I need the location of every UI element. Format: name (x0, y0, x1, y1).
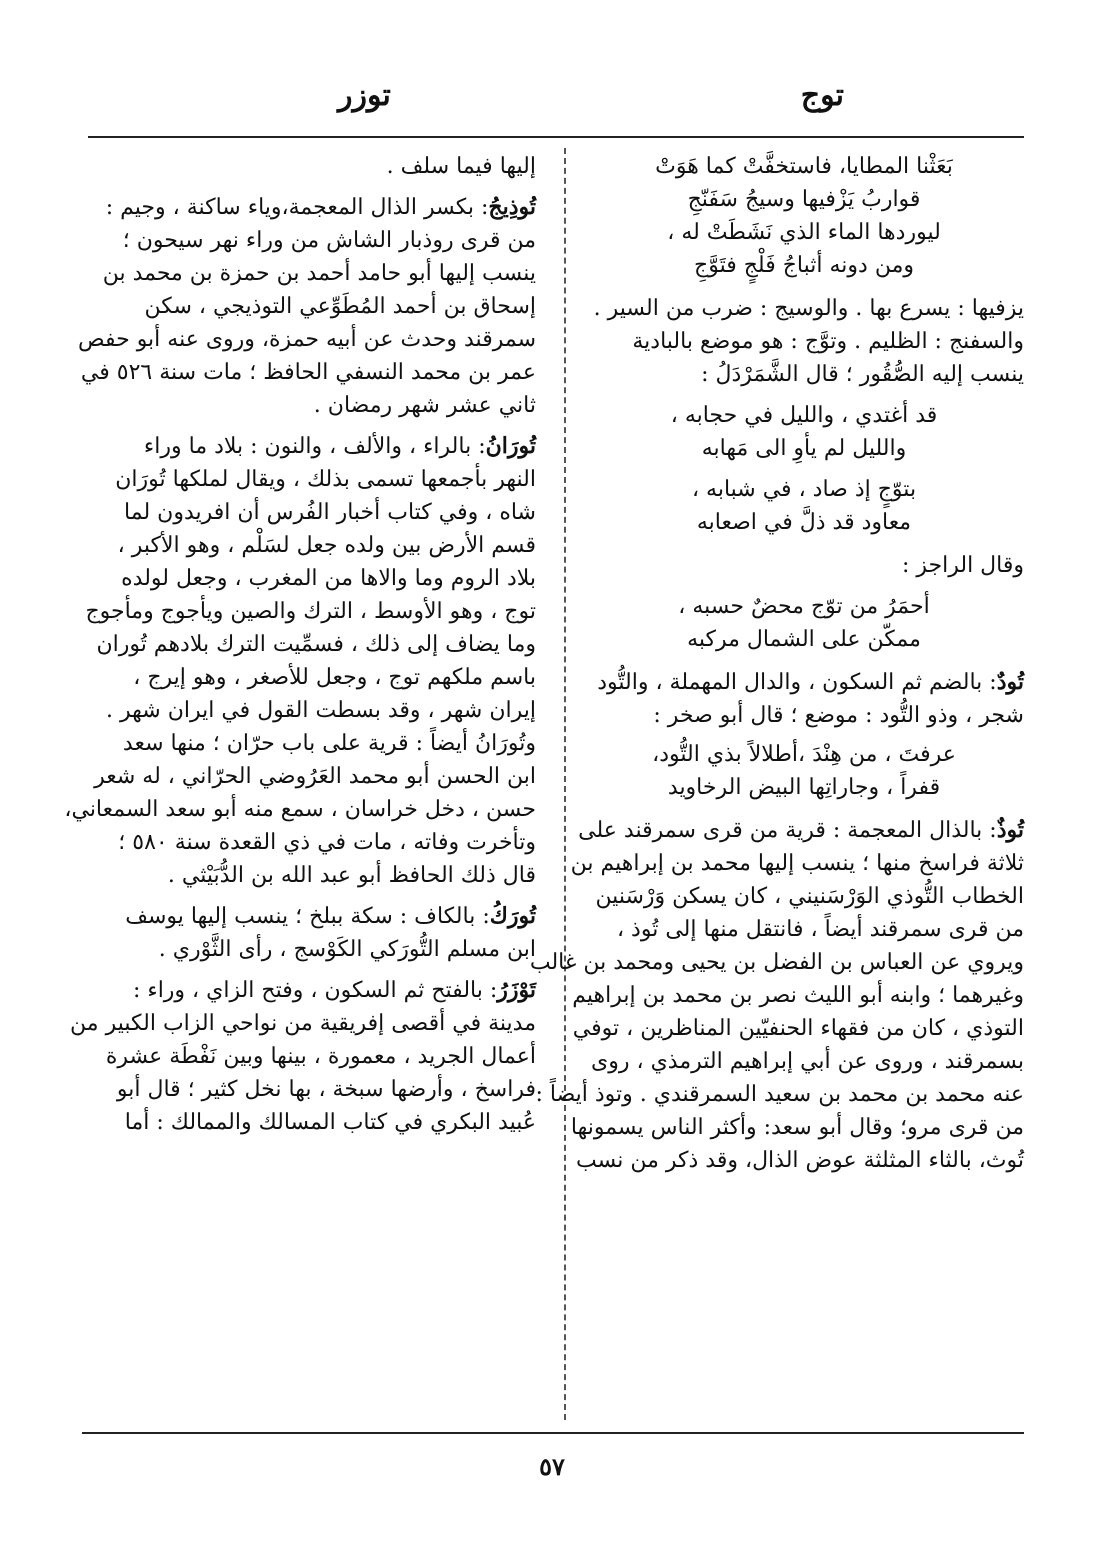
right-column (529, 150, 1024, 1177)
text-line (94, 430, 536, 463)
footer-rule (82, 1432, 1024, 1434)
verse-line: معاود قد ذلَّ في اصعابه (696, 510, 912, 535)
text-line: أعمال الجريد ، معمورة ، بينها وبين نَفْطَة عشرة (105, 1044, 536, 1069)
entry-headword: تُوذٌ (996, 817, 1024, 843)
text-line: والسفنج : الظليم . وتوَّج : هو موضع بالبادية (632, 329, 1024, 354)
text-line: التوذي ، كان من فقهاء الحنفيّين المناظرين ، توفي (572, 1016, 1024, 1041)
left-column (64, 150, 536, 1139)
text-line: قسم الأرض بين ولده جعل لسَلْم ، وهو الأكبر ، (117, 533, 536, 558)
text-line: إيران شهر ، وقد بسطت القول في ايران شهر . (106, 698, 536, 723)
text-line: وغيرهما ؛ وابنه أبو الليث نصر بن محمد بن إبراهيم (572, 983, 1024, 1008)
text-line: تُوث، بالثاء المثلثة عوض الذال، وقد ذكر من نسب (576, 1148, 1024, 1173)
entry-text: : بالذال المعجمة : قرية من قرى سمرقند على (578, 818, 997, 843)
text-line: توج ، وهو الأوسط ، الترك والصين ويأجوج ومأجوج (85, 599, 536, 624)
text-line: يزفيها : يسرع بها . والوسيج : ضرب من السير . (593, 296, 1024, 321)
text-line: شجر ، وذو التُّود : موضع ؛ قال أبو صخر : (653, 703, 1024, 728)
text-line (578, 814, 1024, 847)
verse-line: ممكّن على الشمال مركبه (687, 627, 921, 652)
text-line (94, 191, 536, 224)
entry-tawzar (70, 974, 536, 1139)
text-line: بسمرقند ، وروى عن أبي إبراهيم الترمذي ، روى (591, 1049, 1024, 1074)
text-line: إسحاق بن أحمد المُطَوِّعي التوذيجي ، سكن (144, 294, 536, 319)
text-line: ويروي عن العباس بن الفضل بن يحيى ومحمد بن غالب (529, 950, 1024, 975)
header-right-headword: توج (800, 78, 844, 113)
entry-tood (584, 666, 1024, 732)
text-line: بلاد الروم وما والاها من المغرب ، وجعل لولده (121, 566, 536, 591)
entry-toodhij (78, 191, 536, 422)
text-line (94, 974, 536, 1007)
entry-headword: تُورَكُ (489, 903, 536, 929)
text-line (584, 666, 1024, 699)
entry-headword: تَوْزَرُ (497, 977, 536, 1003)
verse-line: ليوردها الماء الذي نَشَطَتْ له ، (667, 220, 941, 245)
text-line: مدينة في أقصى إفريقية من نواحي الزاب الكبير من (70, 1011, 536, 1036)
verse-line: بَعَثْنا المطايا، فاستخفَّتْ كما هَوَتْ (655, 154, 953, 179)
header-rule (88, 136, 1024, 138)
text-line: قال ذلك الحافظ أبو عبد الله بن الدُّبَيْثي . (167, 863, 536, 888)
entry-text: : بالكاف : سكة ببلخ ؛ ينسب إليها يوسف (125, 904, 490, 929)
text-line: ثاني عشر شهر رمضان . (313, 393, 536, 418)
text-line: حسن ، دخل خراسان ، سمع منه أبو سعد السمعاني، (64, 797, 536, 822)
header-left-headword: توزر (338, 78, 391, 113)
text-line: وتُورَانُ أيضاً : قرية على باب حرّان ؛ منها سعد (122, 731, 536, 756)
text-line (94, 900, 536, 933)
text-line: وما يضاف إلى ذلك ، فسمِّيت الترك بلادهم تُوران (96, 632, 536, 657)
text-line: من قرى روذبار الشاش من وراء نهر سيحون ؛ (122, 228, 536, 253)
text-line: النهر بأجمعها تسمى بذلك ، ويقال لملكها تُورَان (115, 467, 536, 492)
text-line: سمرقند وحدث عن أبيه حمزة، وروى عنه أبو حفص (78, 327, 536, 352)
entry-tooz (529, 814, 1024, 1177)
text-line: من قرى مرو؛ وقال أبو سعد: وأكثر الناس يسمونها (570, 1115, 1024, 1140)
verse-line: قد أغتدي ، والليل في حجابه ، (670, 403, 938, 428)
column-divider (564, 148, 566, 1420)
text-line: ينسب إليه الصُّقُور ؛ قال الشَّمَرْدَلُ : (701, 362, 1024, 387)
text-line: من قرى سمرقند أيضاً ، فانتقل منها إلى تُوذ ، (616, 917, 1024, 942)
verse-line: قفراً ، وجاراتِها البيض الرخاويد (667, 775, 941, 800)
text-line: ثلاثة فراسخ منها ؛ ينسب إليها محمد بن إبراهيم بن (570, 851, 1024, 876)
verse-line: والليل لم يأوِ الى مَهابه (701, 436, 907, 461)
entry-text: : بكسر الذال المعجمة،وياء ساكنة ، وجيم : (105, 195, 489, 220)
verse-line: أحمَرُ من توّج محضٌ حسبه ، (678, 594, 930, 619)
text-line: عنه محمد بن محمد بن سعيد السمرقندي . وتوذ أيضاً : (535, 1082, 1024, 1107)
running-header (88, 78, 1024, 128)
text-line: عُبيد البكري في كتاب المسالك والممالك : أما (124, 1110, 536, 1135)
entry-text: : بالفتح ثم السكون ، وفتح الزاي ، وراء : (132, 978, 498, 1003)
text-line: وتأخرت وفاته ، مات في ذي القعدة سنة ٥٨٠ ؛ (118, 830, 536, 855)
entry-text: : بالضم ثم السكون ، والدال المهملة ، والتُّود (597, 670, 997, 695)
page-number: ٥٧ (539, 1452, 565, 1481)
text-line: عمر بن محمد النسفي الحافظ ؛ مات سنة ٥٢٦ في (80, 360, 536, 385)
text-line: فراسخ ، وأرضها سبخة ، بها نخل كثير ؛ قال أبو (116, 1077, 536, 1102)
text-line: ابن مسلم التُّورَكي الكَوْسج ، رأى الثَّوْري . (158, 937, 536, 962)
entry-turak (94, 900, 536, 966)
text-line: ابن الحسن أبو محمد العَرُوضي الحرّاني ، له شعر (94, 764, 536, 789)
text-line: وقال الراجز : (901, 553, 1024, 578)
text-line: الخطاب التُّوذي الوَرْسَنيني ، كان يسكن وَرْسَنين (595, 884, 1024, 909)
text-line: ينسب إليها أبو حامد أحمد بن حمزة بن محمد بن (102, 261, 536, 286)
verse-line: بتوّجٍ إذ صاد ، في شبابه ، (691, 477, 917, 502)
verse-line: قواربُ يَزْفيها وسيجُ سَفَنّجِ (687, 187, 921, 212)
entry-headword: تُورَانُ (485, 433, 536, 459)
entry-text: : بالراء ، والألف ، والنون : بلاد ما وراء (143, 434, 486, 459)
verse-line: عرفتَ ، من هِنْدَ ،أطلالاً بذي التُّود، (652, 742, 956, 767)
verse-line: ومن دونه أثباجُ فَلْجٍ فتَوَّجِ (694, 253, 914, 278)
text-line: باسم ملكهم توج ، وجعل للأصغر ، وهو إيرج ، (133, 665, 536, 690)
entry-headword: تُودٌ (996, 669, 1024, 695)
entry-headword: تُوذِيجُ (488, 194, 536, 220)
text-line: شاه ، وفي كتاب أخبار الفُرس أن افريدون لما (124, 500, 536, 525)
entry-turan (64, 430, 536, 892)
text-line: إليها فيما سلف . (386, 154, 536, 179)
